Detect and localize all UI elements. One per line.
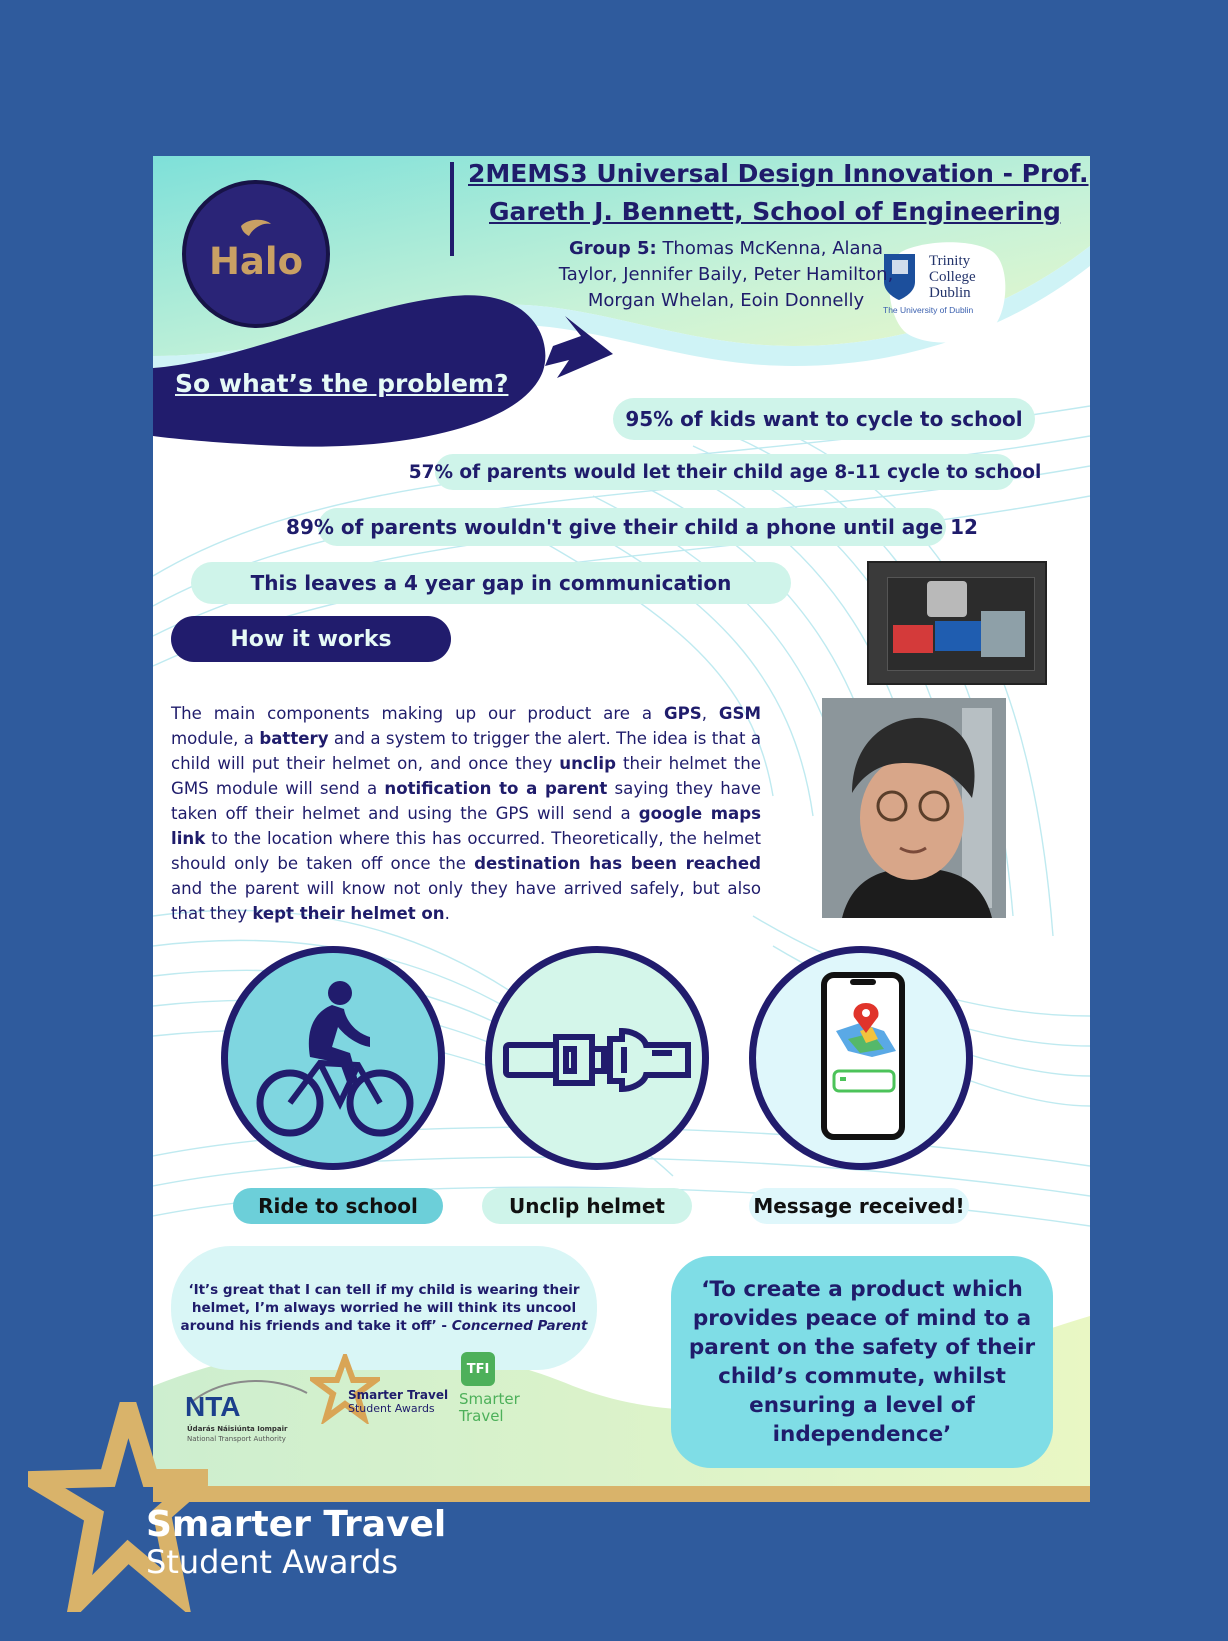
step-label-unclip: Unclip helmet	[482, 1188, 692, 1224]
tcd-line2: College	[929, 269, 976, 285]
how-bold-4: unclip	[559, 754, 616, 773]
poster	[153, 156, 1090, 1486]
stat-phone-age: 89% of parents wouldn't give their child a phone until age 12	[318, 508, 946, 546]
how-text-2: ,	[701, 704, 719, 723]
tcd-subtitle: The University of Dublin	[883, 305, 974, 315]
st-line2: Travel	[459, 1407, 504, 1425]
testimonial-author: Concerned Parent	[451, 1318, 588, 1334]
how-bold-3: battery	[259, 729, 329, 748]
award-subtitle: Student Awards	[146, 1543, 399, 1581]
cyclist-icon	[228, 953, 438, 1163]
step-label-ride: Ride to school	[233, 1188, 443, 1224]
nta-english-name: National Transport Authority	[187, 1435, 286, 1443]
how-text-4: and a system to trigger the alert. The idea is that a child will put their helmet on, and once they	[171, 729, 761, 773]
how-bold-2: GSM	[718, 704, 761, 723]
st-line1: Smarter	[459, 1390, 520, 1408]
nta-irish-name: Údarás Náisiúnta Iompair	[187, 1425, 288, 1433]
how-it-works-text	[171, 701, 761, 926]
step-message-circle	[749, 946, 973, 1170]
how-bold-5: notification to a parent	[384, 779, 608, 798]
sta-line1: Smarter Travel	[348, 1388, 449, 1402]
gold-divider	[153, 1486, 1090, 1502]
phone-map-icon	[756, 953, 966, 1163]
sta-line2: Student Awards	[348, 1402, 435, 1415]
smarter-travel-awards-logo	[310, 1354, 460, 1434]
electronics-photo	[867, 561, 1047, 685]
stat-kids-cycle: 95% of kids want to cycle to school	[613, 398, 1035, 440]
poster-title-line2: Gareth J. Bennett, School of Engineering	[489, 197, 1061, 226]
how-text-1: The main components making up our product are a	[171, 704, 664, 723]
how-bold-7: destination has been reached	[474, 854, 761, 873]
step-ride-circle	[221, 946, 445, 1170]
how-it-works-heading: How it works	[171, 616, 451, 662]
testimonial-text: ‘It’s great that I can tell if my child is wearing their helmet, I’m always worried he will think its uncool around his friends and take it off’ -	[180, 1282, 580, 1334]
nta-wordmark: NTA	[185, 1391, 241, 1422]
award-title: Smarter Travel	[146, 1504, 447, 1545]
mission-statement: ‘To create a product which provides peace of mind to a parent on the safety of their child’s commute, whilst ensuring a level of independence’	[671, 1256, 1053, 1468]
tcd-logo-text	[929, 253, 976, 301]
helmet-photo	[822, 698, 1006, 918]
stat-parents-allow: 57% of parents would let their child age 8-11 cycle to school	[435, 454, 1015, 490]
how-bold-1: GPS	[663, 704, 702, 723]
tcd-line3: Dublin	[929, 285, 971, 301]
how-text-5: their helmet the GMS module will send a	[171, 754, 762, 798]
group-label: Group 5:	[568, 238, 657, 259]
problem-heading: So what’s the problem?	[175, 369, 509, 398]
group-names: Thomas McKenna, Alana Taylor, Jennifer Baily, Peter Hamilton, Morgan Whelan, Eoin Donnelly	[558, 238, 894, 311]
tcd-line1: Trinity	[929, 253, 971, 269]
halo-logo-text: Halo	[208, 240, 304, 283]
group-members	[556, 236, 896, 314]
tfi-badge: TFI	[461, 1352, 495, 1386]
step-label-message: Message received!	[749, 1188, 969, 1224]
how-text-3: module, a	[171, 729, 260, 748]
how-text-7: to the location where this has occurred. Theoretically, the helmet should only be taken off once the	[171, 829, 761, 873]
how-text-9: .	[444, 904, 450, 923]
step-unclip-circle	[485, 946, 709, 1170]
how-bold-8: kept their helmet on	[252, 904, 445, 923]
how-text-6: saying they have taken off their helmet and using the GPS will send a	[171, 779, 762, 823]
buckle-icon	[492, 953, 702, 1163]
poster-title-line1: 2MEMS3 Universal Design Innovation - Prof.	[468, 159, 1089, 188]
tfi-smarter-travel-logo	[459, 1352, 539, 1442]
how-bold-6: google maps link	[171, 804, 761, 848]
how-text-8: and the parent will know not only they have arrived safely, but also that they	[171, 879, 761, 923]
stat-communication-gap: This leaves a 4 year gap in communication	[191, 562, 791, 604]
